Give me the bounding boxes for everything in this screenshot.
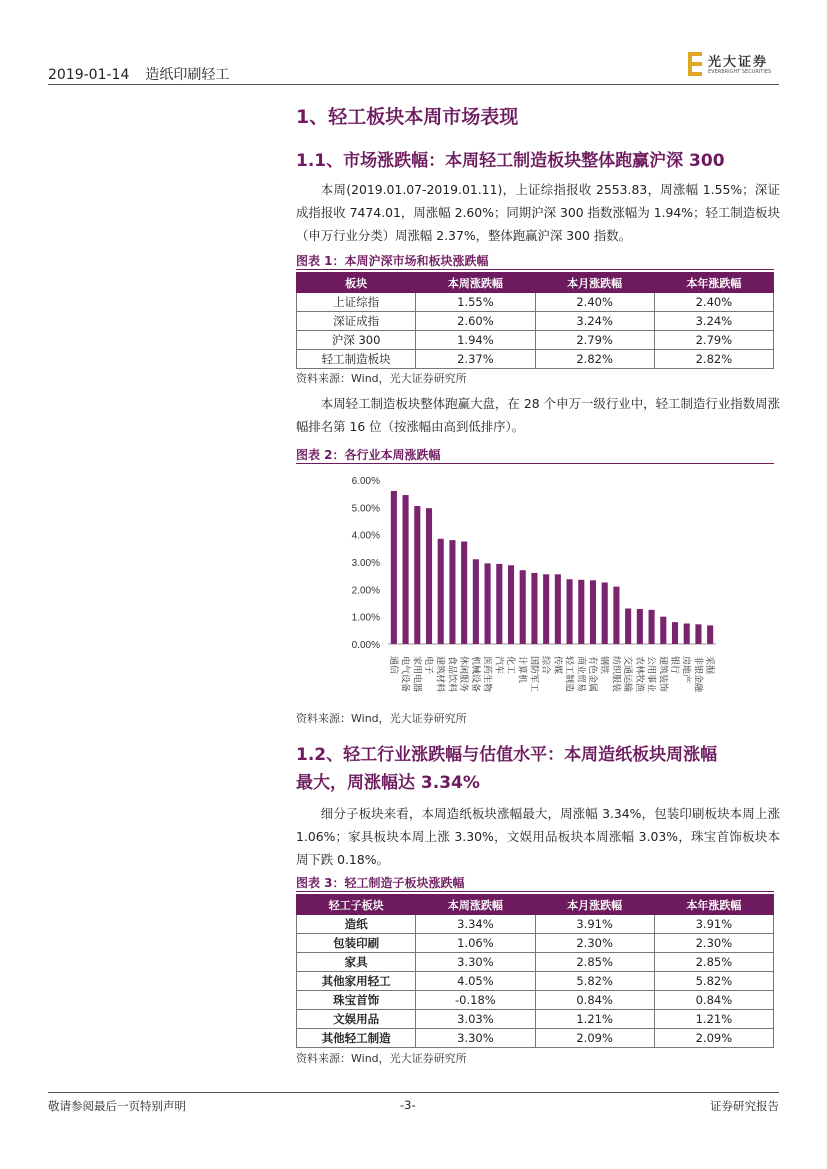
- bar: [414, 506, 420, 644]
- table-row: [297, 972, 774, 991]
- x-tick-label: 建筑材料: [434, 656, 445, 693]
- market-performance-table: [296, 272, 774, 369]
- table-cell: 上证综指: [297, 293, 416, 312]
- table-cell: 包装印刷: [297, 934, 416, 953]
- table-cell: 1.21%: [654, 1010, 773, 1029]
- figure-2-source: 资料来源：Wind，光大证券研究所: [296, 712, 467, 725]
- footer-divider: [48, 1092, 779, 1093]
- y-tick-label: 0.00%: [351, 640, 380, 651]
- table-cell: 深证成指: [297, 312, 416, 331]
- table-cell: 造纸: [297, 915, 416, 934]
- everbright-logo-icon: [688, 52, 702, 76]
- table-cell: 3.91%: [535, 915, 654, 934]
- y-tick-label: 5.00%: [351, 503, 380, 515]
- x-tick-label: 综合: [540, 656, 551, 675]
- x-tick-label: 农林牧渔: [633, 656, 644, 693]
- x-tick-label: 银行: [669, 656, 679, 675]
- x-tick-label: 休闲服务: [458, 656, 469, 693]
- subsection-1-2-title-line2: 最大，周涨幅达 3.34%: [296, 773, 480, 793]
- page-number: -3-: [400, 1098, 416, 1112]
- bar: [508, 565, 514, 644]
- bar: [625, 608, 631, 644]
- table-row: [297, 991, 774, 1010]
- everbright-logo: [688, 52, 780, 78]
- table-cell: 5.82%: [654, 972, 773, 991]
- logo-name: 光大证券: [708, 55, 769, 70]
- table-row: [297, 915, 774, 934]
- x-tick-label: 医药生物: [481, 656, 492, 693]
- paragraph-industry-ranking: 本周轻工制造板块整体跑赢大盘，在 28 个申万一级行业中，轻工制造行业指数周涨幅排名第 16 位（按涨幅由高到低排序）。: [296, 396, 780, 434]
- table-cell: 4.05%: [416, 972, 535, 991]
- bar: [520, 570, 526, 644]
- x-tick-label: 计算机: [516, 656, 527, 684]
- table-cell: 2.09%: [654, 1029, 773, 1048]
- x-tick-label: 传媒: [551, 656, 562, 675]
- table-header-row: [297, 273, 774, 293]
- bar: [590, 580, 596, 644]
- bar: [567, 579, 573, 644]
- footer-report-type: 证券研究报告: [710, 1099, 779, 1113]
- x-tick-label: 轻工制造: [563, 656, 574, 693]
- bar: [695, 624, 701, 644]
- bar: [672, 622, 678, 644]
- subsector-performance-table: [296, 894, 774, 1048]
- bar: [649, 610, 655, 644]
- table-cell: 其他家用轻工: [297, 972, 416, 991]
- table-cell: 3.30%: [416, 953, 535, 972]
- bar: [637, 609, 643, 644]
- table-cell: 2.85%: [535, 953, 654, 972]
- x-tick-label: 建筑装饰: [657, 656, 668, 693]
- subsection-1-1-title: 1.1、市场涨跌幅：本周轻工制造板块整体跑赢沪深 300: [296, 151, 725, 171]
- bar: [613, 587, 619, 644]
- x-tick-label: 食品饮料: [446, 656, 457, 693]
- figure-2-title: 图表 2：各行业本周涨跌幅: [296, 448, 441, 462]
- x-tick-label: 家用电器: [411, 656, 422, 693]
- bar: [403, 495, 409, 644]
- x-tick-label: 有色金属: [587, 656, 597, 693]
- table-cell: 1.94%: [416, 331, 535, 350]
- bar: [473, 559, 479, 644]
- table-cell: 3.91%: [654, 915, 773, 934]
- table-header-cell: 轻工子板块: [297, 895, 416, 915]
- x-tick-label: 商业贸易: [575, 656, 586, 693]
- table-cell: 2.60%: [416, 312, 535, 331]
- table-header-row: [297, 895, 774, 915]
- table-cell: 0.84%: [535, 991, 654, 1010]
- bar: [555, 574, 561, 644]
- table-cell: 3.24%: [535, 312, 654, 331]
- x-tick-label: 电气设备: [399, 656, 410, 693]
- table-cell: 2.40%: [654, 293, 773, 312]
- x-tick-label: 机械设备: [469, 656, 480, 693]
- x-tick-label: 非银金融: [692, 656, 703, 693]
- table-cell: 沪深 300: [297, 331, 416, 350]
- x-tick-label: 房地产: [680, 656, 691, 684]
- y-tick-label: 3.00%: [351, 558, 380, 569]
- table-cell: 文娱用品: [297, 1010, 416, 1029]
- table-cell: 2.79%: [535, 331, 654, 350]
- table-row: [297, 953, 774, 972]
- table-cell: 2.40%: [535, 293, 654, 312]
- y-tick-label: 4.00%: [351, 530, 380, 542]
- bar: [602, 583, 608, 645]
- figure-1-title-rule: [296, 269, 774, 270]
- x-tick-label: 汽车: [493, 656, 504, 675]
- bar: [578, 580, 584, 644]
- table-cell: 1.21%: [535, 1010, 654, 1029]
- table-cell: 5.82%: [535, 972, 654, 991]
- table-cell: 3.03%: [416, 1010, 535, 1029]
- table-header-cell: 本月涨跌幅: [535, 273, 654, 293]
- y-tick-label: 1.00%: [351, 612, 380, 624]
- table-cell: 2.79%: [654, 331, 773, 350]
- table-cell: 珠宝首饰: [297, 991, 416, 1010]
- table-cell: 1.55%: [416, 293, 535, 312]
- x-tick-label: 国防军工: [528, 656, 539, 693]
- x-tick-label: 交通运输: [622, 656, 633, 693]
- bar: [485, 563, 491, 644]
- industry-weekly-change-chart: [296, 470, 776, 702]
- table-header-cell: 本年涨跌幅: [654, 273, 773, 293]
- x-tick-label: 纺织服装: [610, 656, 621, 693]
- header-divider: [48, 84, 779, 85]
- report-date: [48, 64, 229, 84]
- table-header-cell: 本年涨跌幅: [654, 895, 773, 915]
- figure-1-title: 图表 1：本周沪深市场和板块涨跌幅: [296, 254, 489, 268]
- table-cell: 3.24%: [654, 312, 773, 331]
- table-cell: 2.85%: [654, 953, 773, 972]
- table-header-cell: 本月涨跌幅: [535, 895, 654, 915]
- table-cell: 轻工制造板块: [297, 350, 416, 369]
- y-tick-label: 2.00%: [351, 585, 380, 597]
- table-header-cell: 本周涨跌幅: [416, 895, 535, 915]
- footer-disclaimer: 敬请参阅最后一页特别声明: [48, 1099, 186, 1113]
- bar: [660, 617, 666, 644]
- bar: [391, 491, 397, 644]
- x-tick-label: 电子: [423, 656, 433, 675]
- bar: [449, 540, 455, 644]
- report-sector: 造纸印刷轻工: [145, 67, 230, 83]
- table-cell: 2.30%: [535, 934, 654, 953]
- y-tick-label: 6.00%: [351, 476, 380, 487]
- figure-3-title: 图表 3：轻工制造子板块涨跌幅: [296, 876, 465, 890]
- table-cell: 3.30%: [416, 1029, 535, 1048]
- table-cell: 2.30%: [654, 934, 773, 953]
- table-cell: 2.82%: [654, 350, 773, 369]
- subsection-1-2-title-line1: 1.2、轻工行业涨跌幅与估值水平：本周造纸板块周涨幅: [296, 745, 718, 765]
- x-tick-label: 化工: [505, 656, 515, 675]
- bar: [461, 542, 467, 645]
- bar: [684, 624, 690, 645]
- table-3-source: 资料来源：Wind，光大证券研究所: [296, 1052, 467, 1065]
- x-tick-label: 通信: [387, 656, 398, 675]
- x-tick-label: 采掘: [704, 656, 715, 675]
- table-cell: 3.34%: [416, 915, 535, 934]
- x-tick-label: 钢铁: [598, 656, 609, 675]
- figure-3-title-rule: [296, 891, 774, 892]
- table-row: [297, 1029, 774, 1048]
- table-row: [297, 934, 774, 953]
- paragraph-subsector-summary: 细分子板块来看，本周造纸板块涨幅最大，周涨幅 3.34%，包装印刷板块本周上涨 1.06%；家具板块本周上涨 3.30%，文娱用品板块本周涨幅 3.03%，珠宝首饰板块本周下跌 0.18%。: [296, 806, 780, 867]
- table-cell: 1.06%: [416, 934, 535, 953]
- table-cell: 2.37%: [416, 350, 535, 369]
- bar: [496, 564, 502, 644]
- table-cell: 2.09%: [535, 1029, 654, 1048]
- table-row: [297, 312, 774, 331]
- table-cell: 其他轻工制造: [297, 1029, 416, 1048]
- report-date-text: 2019-01-14: [48, 67, 130, 83]
- bar: [707, 625, 713, 644]
- figure-2-title-rule: [296, 463, 774, 464]
- table-1-source: 资料来源：Wind，光大证券研究所: [296, 372, 467, 385]
- table-row: [297, 293, 774, 312]
- table-cell: 家具: [297, 953, 416, 972]
- section-title: 1、轻工板块本周市场表现: [296, 106, 519, 128]
- table-row: [297, 331, 774, 350]
- bar: [426, 508, 432, 644]
- table-cell: -0.18%: [416, 991, 535, 1010]
- table-header-cell: 板块: [297, 273, 416, 293]
- table-row: [297, 350, 774, 369]
- logo-subtitle: EVERBRIGHT SECURITIES: [708, 69, 772, 75]
- table-row: [297, 1010, 774, 1029]
- paragraph-market-summary: 本周(2019.01.07-2019.01.11)，上证综指报收 2553.83，周涨幅 1.55%；深证成指报收 7474.01，周涨幅 2.60%；同期沪深 300 指数涨幅为 1.94%；轻工制造板块（申万行业分类）周涨幅 2.37%，整体跑赢沪深 300 指数。: [296, 182, 780, 243]
- table-header-cell: 本周涨跌幅: [416, 273, 535, 293]
- bar: [543, 574, 549, 644]
- bar: [438, 539, 444, 644]
- table-cell: 0.84%: [654, 991, 773, 1010]
- bar: [531, 573, 537, 644]
- x-tick-label: 公用事业: [645, 656, 656, 693]
- table-cell: 2.82%: [535, 350, 654, 369]
